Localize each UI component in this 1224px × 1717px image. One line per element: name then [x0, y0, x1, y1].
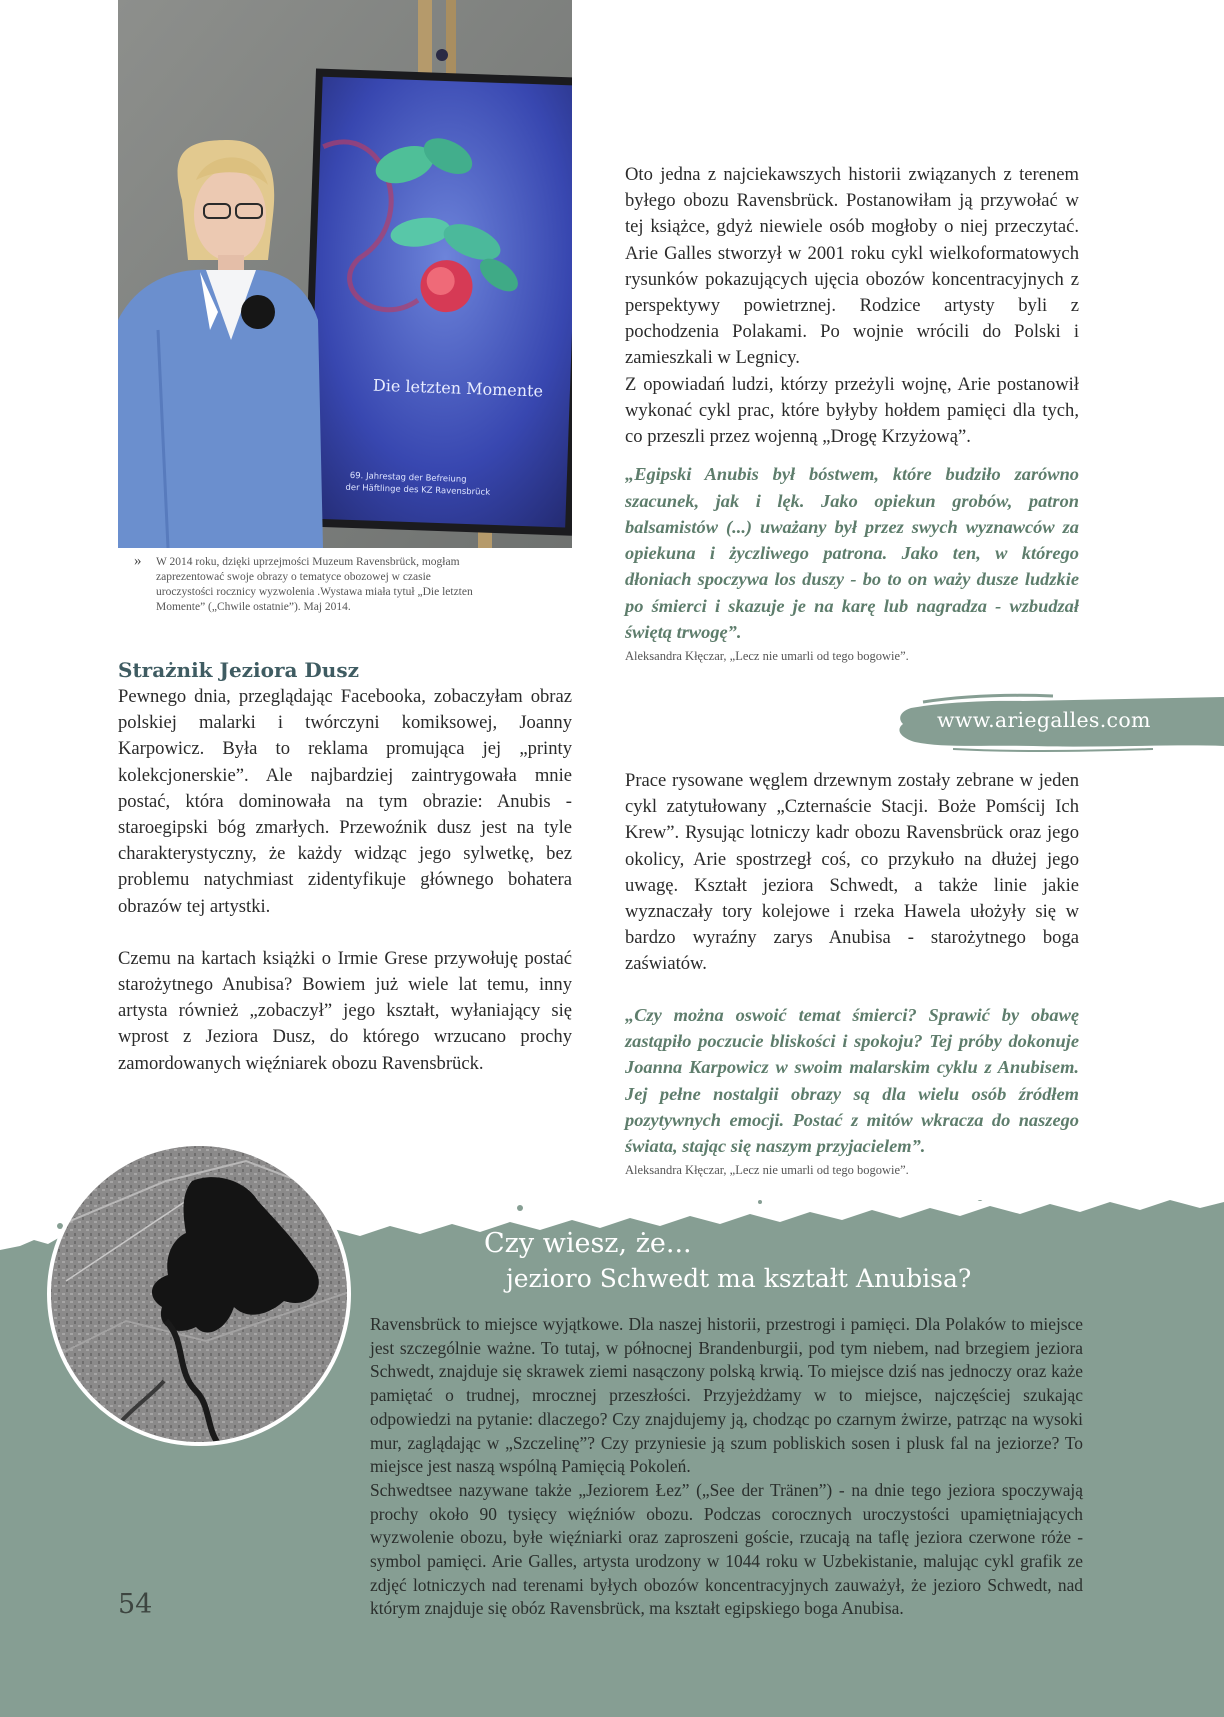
did-you-know-paragraph-1: Ravensbrück to miejsce wyjątkowe. Dla naszej historii, przestrogi i pamięci. Dla Polaków to miejsce jest szczególnie ważne. To tutaj, w północnej Brandenburgii, pod tym niebem, nad brzegiem jeziora Schwedt, znajduje się skrawek ziemi nasączony polską krwią. To miejsce dziś nas jednoczy oraz każe pamiętać o trudnej, mrocznej przeszłości. Przyjeżdżamy w to miejsce, najczęściej szukając odpowiedzi na pytanie: dlaczego? Czy znajdujemy ją, chodząc po czarnym żwirze, patrząc na wysoki mur, zaglądając w „Szczelinę”? Czy przyniesie ją szum pobliskich sosen i plusk fal na jeziorze? To miejsce jest naszą wspólną Pamięcią Pokoleń. — [370, 1314, 1083, 1477]
right-column-top — [625, 162, 1079, 664]
did-you-know-paragraph-2: Schwedtsee nazywane także „Jeziorem Łez” („See der Tränen”) - na dnie tego jeziora spoczywają prochy około 90 tysięcy więźniów obozu. Podczas corocznych uroczystości upamiętniających wyzwolenie obozu, byłe więźniarki oraz zaproszeni goście, rzucają na taflę jeziora czerwone róże - symbol pamięci. Arie Galles, artysta urodzony w 1044 roku w Uzbekistanie, malując cykl grafik ze zdjęć lotniczych nad terenami byłych obozów koncentracyjnych zauważył, że jezioro Schwedt, nad którym znajduje się obóz Ravensbrück, ma kształt egipskiego boga Anubisa. — [370, 1479, 1083, 1619]
section-heading: Strażnik Jeziora Dusz — [118, 658, 359, 682]
did-you-know-subtitle: jezioro Schwedt ma kształt Anubisa? — [506, 1264, 972, 1293]
aerial-illustration — [46, 1141, 352, 1447]
right-paragraph-2: Z opowiadań ludzi, którzy przeżyli wojnę, Arie postanowił wykonać cykl prac, które byłyby hołdem pamięci dla tych, co przeszli przez wojenną „Drogę Krzyżową”. — [625, 373, 1079, 448]
photo-caption-text: W 2014 roku, dzięki uprzejmości Muzeum Ravensbrück, mogłam zaprezentować swoje obrazy o tematyce obozowej w czasie uroczystości rocznicy wyzwolenia .Wystawa miała tytuł „Die letzten Momente” („Chwile ostatnie”). Maj 2014. — [156, 556, 473, 613]
left-column — [118, 658, 572, 1077]
right-paragraph-3: Prace rysowane węglem drzewnym zostały zebrane w jeden cykl zatytułowany „Czternaście Stacji. Boże Pomścij Ich Krew”. Rysując lotniczy kadr obozu Ravensbrück oraz jego okolicy, Arie spostrzegł coś, co przykuło na dłużej jego uwagę. Kształt jeziora Schwedt, a także linie jakie wyznaczały tory kolejowe i rzeka Hawela ułożyły się w bardzo wyraźny zarys Anubisa - starożytnego boga zaświatów. — [625, 770, 1079, 975]
poster-line-2: der Häftlinge des KZ Ravensbrück — [345, 482, 491, 498]
right-column-bottom — [625, 768, 1079, 1178]
chevron-right-icon: » — [134, 553, 142, 569]
exhibition-photo — [118, 0, 572, 548]
page-number: 54 — [118, 1589, 153, 1620]
exhibition-photo-illustration — [118, 0, 572, 548]
brooch — [241, 295, 275, 329]
right-paragraph-1: Oto jedna z najciekawszych historii związanych z terenem byłego obozu Ravensbrück. Postanowiłam ją przywołać w tej książce, gdyż niewiele osób mogłoby o niej przeczytać. Arie Galles stworzył w 2001 roku cykl wielkoformatowych rysunków pokazujących ujęcia obozów koncentracyjnych z perspektywy powietrznej. Rodzice artysty byli z pochodzenia Polakami. Po wojnie wrócili do Polski i zamieszkali w Legnicy. — [625, 164, 1079, 369]
poster-title: Die letzten Momente — [372, 375, 544, 401]
did-you-know-title: Czy wiesz, że... — [484, 1228, 692, 1259]
easel-right-leg — [446, 0, 456, 80]
easel-knob — [436, 49, 448, 61]
website-link[interactable]: www.ariegalles.com — [937, 708, 1151, 732]
poster-line-1: 69. Jahrestag der Befreiung — [349, 470, 467, 485]
quote-attribution-2: Aleksandra Kłęczar, „Lecz nie umarli od tego bogowie”. — [625, 1163, 909, 1178]
aerial-lake-photo — [46, 1141, 352, 1447]
anubis-quote-1: „Egipski Anubis był bóstwem, które budziło zarówno szacunek, jak i lęk. Jako opiekun grobów, patron balsamistów (...) uważany był przez swych wyznawców za opiekuna i życzliwego patrona. Jako ten, w którego dłoniach spoczywa los duszy - bo to on waży dusze ludzkie po śmierci i skazuje je na karę lub nagradza - wzbudzał świętą trwogę”. — [625, 464, 1079, 643]
anubis-quote-2: „Czy można oswoić temat śmierci? Sprawić by obawę zastąpiło poczucie bliskości i spokoju? Tej próby dokonuje Joanna Karpowicz w swoim malarskim cyklu z Anubisem. Jej pełne nostalgii obrazy są dla wielu osób źródłem pozytywnych emocji. Postać z mitów wkracza do naszego świata, stając się naszym przyjacielem”. — [625, 1004, 1079, 1157]
quote-attribution-1: Aleksandra Kłęczar, „Lecz nie umarli od tego bogowie”. — [625, 649, 909, 664]
photo-caption — [118, 555, 478, 615]
did-you-know-body — [370, 1313, 1083, 1621]
left-paragraph-2: Czemu na kartach książki o Irmie Grese przywołuję postać starożytnego Anubisa? Bowiem już wiele lat temu, inny artysta również „zobaczył” jego kształt, wyłaniający się wprost z Jeziora Dusz, do którego wrzucano prochy zamordowanych więźniarek obozu Ravensbrück. — [118, 947, 572, 1074]
left-paragraph-1: Pewnego dnia, przeglądając Facebooka, zobaczyłam obraz polskiej malarki i twórczyni komiksowej, Joanny Karpowicz. Była to reklama promująca jej „printy kolekcjonerskie”. Ale najbardziej zaintrygowała mnie postać, która dominowała na tym obrazie: Anubis - staroegipski bóg zmarłych. Przewoźnik dusz jest na tyle charakterystyczny, że każdy widząc jego sylwetkę, bez problemu natychmiast zidentyfikuje głównego bohatera obrazów tej artystki. — [118, 686, 572, 917]
website-banner[interactable] — [893, 686, 1224, 756]
